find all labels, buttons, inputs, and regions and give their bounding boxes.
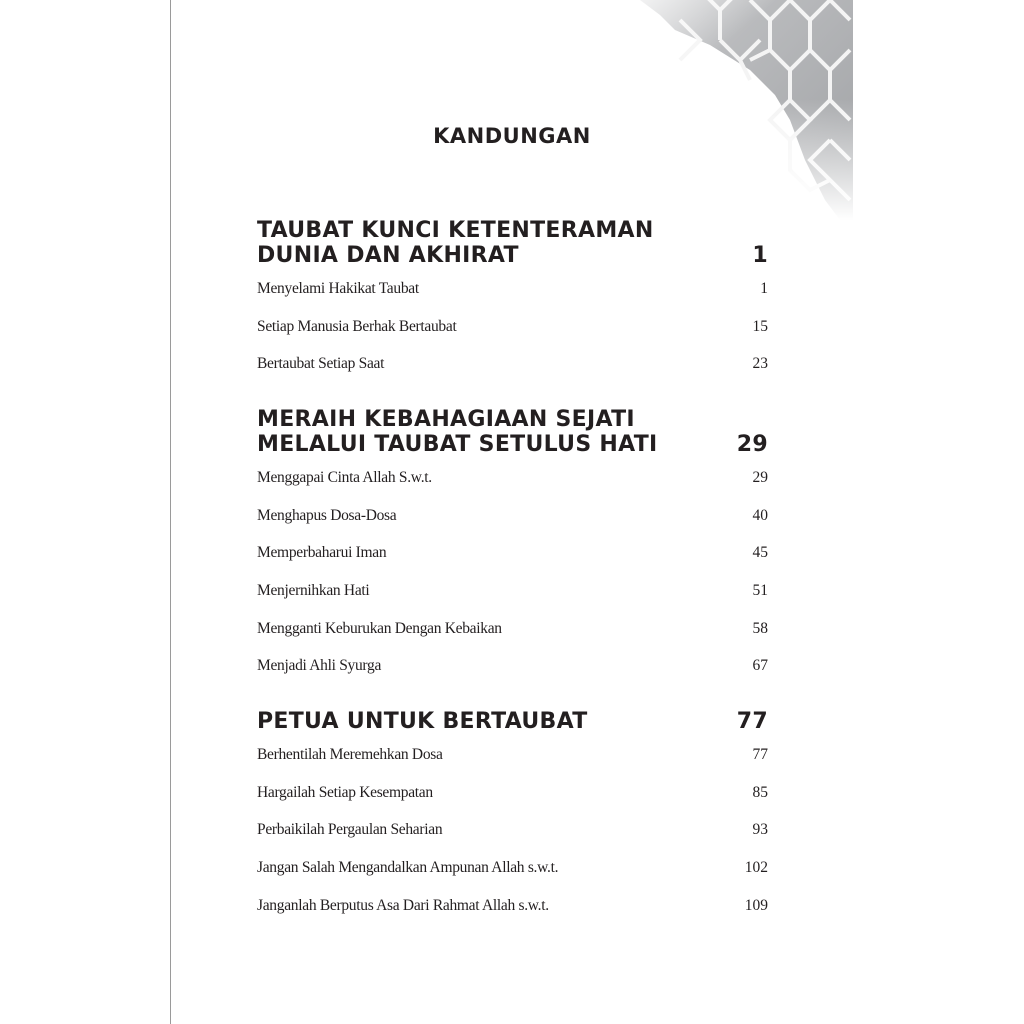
toc-entry[interactable] <box>257 468 768 506</box>
entry-page-number: 77 <box>752 746 768 763</box>
entry-page-number: 23 <box>752 355 768 373</box>
toc-entry[interactable] <box>257 317 768 355</box>
entry-page-number: 15 <box>752 317 768 335</box>
toc-entry[interactable] <box>257 656 768 694</box>
chapter-title-line: PETUA UNTUK BERTAUBAT <box>257 709 588 734</box>
islamic-pattern-ornament-icon <box>600 0 853 220</box>
toc-entry[interactable] <box>257 858 768 896</box>
entry-page-number: 40 <box>752 506 768 524</box>
toc-entry[interactable] <box>257 783 768 821</box>
entry-label: Bertaubat Setiap Saat <box>257 355 385 373</box>
toc-entry[interactable] <box>257 896 768 934</box>
chapter-title-line: TAUBAT KUNCI KETENTERAMAN <box>257 218 654 243</box>
chapter-heading[interactable] <box>257 709 768 734</box>
entry-label: Menghapus Dosa-Dosa <box>257 506 397 524</box>
chapter-page-number: 1 <box>752 243 768 268</box>
toc-chapter <box>257 407 768 694</box>
entry-page-number: 102 <box>744 859 768 877</box>
chapter-title-line: MELALUI TAUBAT SETULUS HATI <box>257 432 658 457</box>
page-title <box>0 124 1024 148</box>
chapter-page-number: 77 <box>736 709 768 734</box>
toc-chapter <box>257 218 768 392</box>
entry-page-number: 109 <box>744 896 768 914</box>
entry-label: Menggapai Cinta Allah S.w.t. <box>257 469 432 486</box>
chapter-title-line: MERAIH KEBAHAGIAAN SEJATI <box>257 407 635 432</box>
page-title-text: KANDUNGAN <box>433 124 591 148</box>
entry-page-number: 29 <box>752 469 768 486</box>
chapter-title-line: DUNIA DAN AKHIRAT <box>257 243 519 268</box>
toc-entry[interactable] <box>257 279 768 317</box>
toc-entry[interactable] <box>257 745 768 783</box>
entry-label: Menjadi Ahli Syurga <box>257 657 382 675</box>
entry-page-number: 45 <box>752 544 768 562</box>
entry-label: Janganlah Berputus Asa Dari Rahmat Allah s.w.t. <box>257 896 549 914</box>
toc-entry[interactable] <box>257 619 768 657</box>
toc-entry[interactable] <box>257 543 768 581</box>
page-edge-line <box>170 0 171 1024</box>
entry-page-number: 58 <box>752 619 768 637</box>
entry-page-number: 1 <box>760 280 768 297</box>
entry-page-number: 67 <box>752 657 768 675</box>
entry-page-number: 93 <box>752 821 768 839</box>
entry-page-number: 85 <box>752 783 768 801</box>
chapter-heading[interactable] <box>257 218 768 268</box>
entry-label: Berhentilah Meremehkan Dosa <box>257 746 443 763</box>
entry-label: Menjernihkan Hati <box>257 582 370 600</box>
entry-page-number: 51 <box>752 582 768 600</box>
entry-label: Memperbaharui Iman <box>257 544 387 562</box>
toc-entry[interactable] <box>257 820 768 858</box>
entry-label: Hargailah Setiap Kesempatan <box>257 783 433 801</box>
entry-label: Mengganti Keburukan Dengan Kebaikan <box>257 619 502 637</box>
toc-entry[interactable] <box>257 354 768 392</box>
toc-entry[interactable] <box>257 506 768 544</box>
toc-entry[interactable] <box>257 581 768 619</box>
chapter-page-number: 29 <box>736 432 768 457</box>
entry-label: Setiap Manusia Berhak Bertaubat <box>257 317 457 335</box>
entry-label: Perbaikilah Pergaulan Seharian <box>257 821 443 839</box>
toc-chapter <box>257 709 768 933</box>
entry-label: Jangan Salah Mengandalkan Ampunan Allah s.w.t. <box>257 859 559 877</box>
entry-label: Menyelami Hakikat Taubat <box>257 280 419 297</box>
chapter-heading[interactable] <box>257 407 768 457</box>
